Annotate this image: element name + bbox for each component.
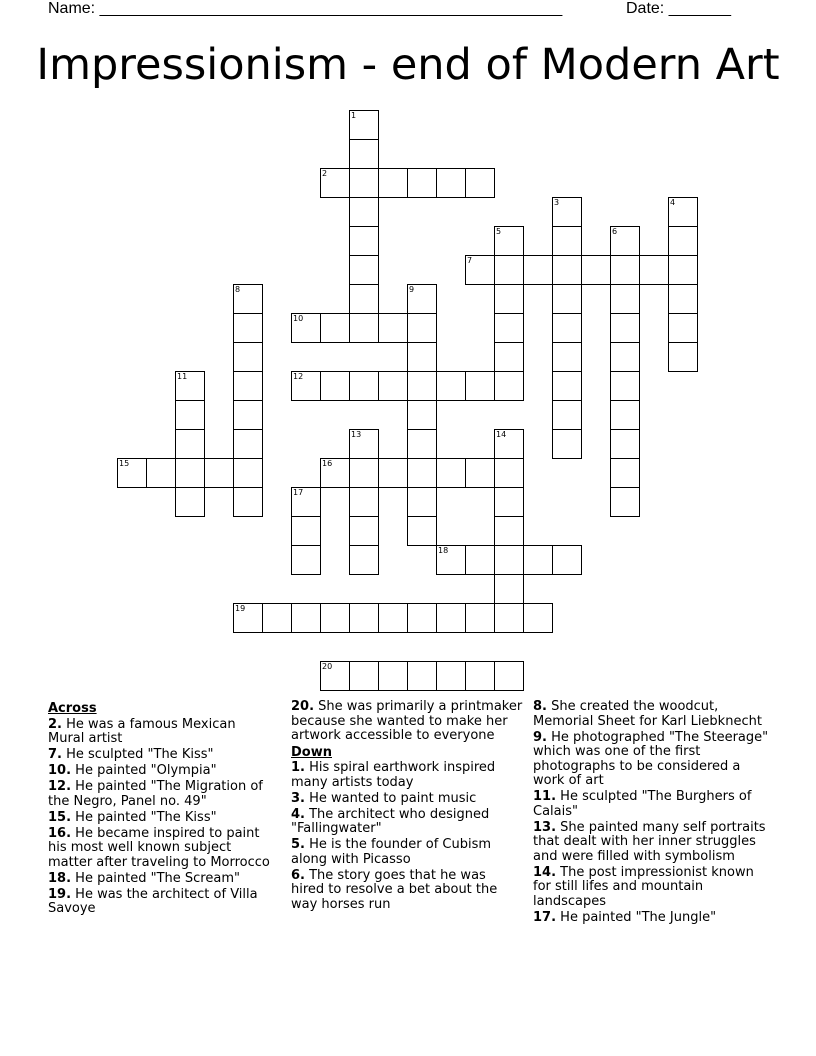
grid-cell[interactable] — [407, 516, 437, 546]
clue-number: 10 — [293, 314, 304, 323]
clue-item-text: She painted many self portraits that dealt with her inner struggles and were filled with symbolism — [533, 819, 766, 864]
grid-cell[interactable] — [552, 255, 582, 285]
grid-cell[interactable] — [523, 545, 553, 575]
name-field-label[interactable]: Name: ____________________________________________________ — [48, 0, 563, 17]
grid-cell[interactable] — [494, 545, 524, 575]
grid-cell[interactable] — [436, 168, 466, 198]
clue-item-number: 10. — [48, 763, 72, 778]
clue-item-number: 11. — [533, 789, 557, 804]
clue-number: 1 — [351, 111, 357, 120]
clue-item-number: 8. — [533, 699, 547, 714]
grid-cell[interactable] — [494, 458, 524, 488]
grid-cell[interactable] — [610, 342, 640, 372]
grid-cell[interactable] — [523, 255, 553, 285]
grid-cell[interactable] — [117, 458, 147, 488]
clue-item — [533, 731, 769, 789]
grid-cell[interactable] — [610, 487, 640, 517]
grid-cell[interactable] — [349, 603, 379, 633]
grid-cell[interactable] — [494, 603, 524, 633]
grid-cell[interactable] — [378, 313, 408, 343]
clue-item — [48, 718, 276, 747]
grid-cell[interactable] — [552, 342, 582, 372]
clue-item-text: He was a famous Mexican Mural artist — [48, 716, 236, 746]
clue-number: 8 — [235, 285, 241, 294]
clue-item-number: 17. — [533, 909, 557, 925]
grid-cell[interactable] — [494, 371, 524, 401]
grid-cell[interactable] — [175, 429, 205, 459]
grid-cell[interactable] — [668, 342, 698, 372]
grid-cell[interactable] — [610, 371, 640, 401]
grid-cell[interactable] — [407, 168, 437, 198]
grid-cell[interactable] — [465, 168, 495, 198]
grid-cell[interactable] — [233, 429, 263, 459]
grid-cell[interactable] — [233, 371, 263, 401]
grid-cell[interactable] — [610, 429, 640, 459]
clue-item — [48, 748, 276, 763]
clue-item-text: He wanted to paint music — [304, 790, 477, 806]
grid-cell[interactable] — [465, 371, 495, 401]
grid-cell[interactable] — [407, 342, 437, 372]
clue-item — [48, 811, 276, 826]
grid-cell[interactable] — [320, 313, 350, 343]
clue-number: 13 — [351, 430, 362, 439]
clue-number: 14 — [496, 430, 507, 439]
grid-cell[interactable] — [204, 458, 234, 488]
clue-item — [48, 764, 276, 779]
grid-cell[interactable] — [349, 516, 379, 546]
grid-cell[interactable] — [146, 458, 176, 488]
grid-cell[interactable] — [581, 255, 611, 285]
clue-item — [533, 911, 769, 926]
grid-cell[interactable] — [175, 371, 205, 401]
clue-number: 6 — [612, 227, 618, 236]
clue-item-text: The post impressionist known for still lifes and mountain landscapes — [533, 864, 754, 909]
grid-cell[interactable] — [494, 574, 524, 604]
grid-cell[interactable] — [233, 400, 263, 430]
clue-item-text: The story goes that he was hired to resolve a bet about the way horses run — [291, 867, 498, 912]
clue-item-text: He painted "The Jungle" — [556, 909, 717, 925]
grid-cell[interactable] — [436, 661, 466, 691]
clue-item — [533, 790, 769, 819]
grid-cell[interactable] — [349, 487, 379, 517]
grid-cell[interactable] — [291, 516, 321, 546]
clue-item-number: 14. — [533, 864, 557, 880]
clues-column-3 — [533, 700, 769, 927]
grid-cell[interactable] — [320, 603, 350, 633]
grid-cell[interactable] — [320, 661, 350, 691]
grid-cell[interactable] — [610, 400, 640, 430]
grid-cell[interactable] — [552, 197, 582, 227]
clue-number: 5 — [496, 227, 502, 236]
grid-cell[interactable] — [291, 313, 321, 343]
clue-item-number: 13. — [533, 819, 557, 835]
clue-item-number: 16. — [48, 825, 72, 841]
grid-cell[interactable] — [552, 429, 582, 459]
grid-cell[interactable] — [494, 429, 524, 459]
clue-item-number: 7. — [48, 747, 62, 762]
grid-cell[interactable] — [407, 458, 437, 488]
clue-item-number: 3. — [291, 790, 305, 806]
grid-cell[interactable] — [465, 545, 495, 575]
grid-cell[interactable] — [233, 313, 263, 343]
grid-cell[interactable] — [494, 226, 524, 256]
grid-cell[interactable] — [175, 487, 205, 517]
down-heading: Down — [291, 744, 332, 760]
grid-cell[interactable] — [494, 516, 524, 546]
clue-item-text: He became inspired to paint his most well known subject matter after traveling to Morrocco — [48, 825, 270, 870]
grid-cell[interactable] — [668, 284, 698, 314]
clue-number: 16 — [322, 459, 333, 468]
grid-cell[interactable] — [378, 661, 408, 691]
grid-cell[interactable] — [552, 545, 582, 575]
grid-cell[interactable] — [552, 313, 582, 343]
grid-cell[interactable] — [175, 400, 205, 430]
clue-item-text: He was the architect of Villa Savoye — [48, 886, 258, 916]
clue-item — [291, 838, 523, 867]
across-heading: Across — [48, 701, 97, 716]
grid-cell[interactable] — [233, 603, 263, 633]
grid-cell[interactable] — [320, 458, 350, 488]
grid-cell[interactable] — [610, 313, 640, 343]
page-title: Impressionism - end of Modern Art — [36, 40, 780, 90]
clue-number: 15 — [119, 459, 130, 468]
grid-cell[interactable] — [407, 284, 437, 314]
grid-cell[interactable] — [291, 487, 321, 517]
grid-cell[interactable] — [349, 545, 379, 575]
grid-cell[interactable] — [320, 168, 350, 198]
clue-item-text: He painted "The Migration of the Negro, Panel no. 49" — [48, 779, 263, 809]
grid-cell[interactable] — [262, 603, 292, 633]
clue-number: 17 — [293, 488, 304, 497]
grid-cell[interactable] — [291, 371, 321, 401]
clue-number: 2 — [322, 169, 328, 178]
clue-number: 19 — [235, 604, 246, 613]
grid-cell[interactable] — [610, 284, 640, 314]
grid-cell[interactable] — [407, 371, 437, 401]
clue-item-number: 2. — [48, 716, 62, 732]
clue-number: 12 — [293, 372, 304, 381]
clue-item-number: 12. — [48, 779, 72, 794]
grid-cell[interactable] — [436, 545, 466, 575]
grid-cell[interactable] — [494, 284, 524, 314]
clue-item — [291, 761, 523, 790]
clue-item — [48, 827, 276, 871]
grid-cell[interactable] — [349, 313, 379, 343]
grid-cell[interactable] — [349, 110, 379, 140]
grid-cell[interactable] — [320, 371, 350, 401]
clue-item-text: He sculpted "The Kiss" — [61, 747, 214, 762]
grid-cell[interactable] — [465, 661, 495, 691]
clue-item-text: He painted "Olympia" — [71, 763, 217, 778]
grid-cell[interactable] — [668, 226, 698, 256]
clue-item-text: He painted "The Scream" — [71, 870, 240, 886]
grid-cell[interactable] — [233, 487, 263, 517]
grid-cell[interactable] — [610, 458, 640, 488]
clue-item-number: 18. — [48, 870, 72, 886]
grid-cell[interactable] — [378, 603, 408, 633]
grid-cell[interactable] — [610, 255, 640, 285]
clue-item — [533, 700, 769, 729]
grid-cell[interactable] — [552, 226, 582, 256]
clue-item-text: He is the founder of Cubism along with Picasso — [291, 837, 492, 867]
clue-item — [533, 866, 769, 910]
clue-item-number: 6. — [291, 867, 305, 883]
grid-cell[interactable] — [291, 603, 321, 633]
grid-cell[interactable] — [349, 226, 379, 256]
clue-item — [291, 700, 523, 744]
clue-item-number: 15. — [48, 809, 72, 825]
grid-cell[interactable] — [668, 255, 698, 285]
grid-cell[interactable] — [465, 255, 495, 285]
clue-item — [48, 888, 276, 917]
clue-number: 7 — [467, 256, 473, 265]
grid-cell[interactable] — [436, 371, 466, 401]
clue-number: 4 — [670, 198, 676, 207]
grid-cell[interactable] — [175, 458, 205, 488]
grid-cell[interactable] — [407, 603, 437, 633]
clue-item-text: His spiral earthwork inspired many artists today — [291, 760, 496, 790]
grid-cell[interactable] — [494, 313, 524, 343]
grid-cell[interactable] — [407, 313, 437, 343]
grid-cell[interactable] — [349, 255, 379, 285]
clue-item-number: 5. — [291, 837, 305, 852]
grid-cell[interactable] — [523, 603, 553, 633]
clue-item-text: He photographed "The Steerage" which was one of the first photographs to be considered a work of art — [533, 729, 769, 788]
clue-item-text: She created the woodcut, Memorial Sheet for Karl Liebknecht — [533, 699, 762, 729]
grid-cell[interactable] — [349, 458, 379, 488]
grid-cell[interactable] — [552, 371, 582, 401]
clue-item-number: 9. — [533, 729, 547, 745]
grid-cell[interactable] — [233, 458, 263, 488]
clue-item — [48, 872, 276, 887]
clue-item-text: She was primarily a printmaker because she wanted to make her artwork accessible to everyone — [291, 699, 523, 743]
clues-column-2 — [291, 700, 523, 914]
grid-cell[interactable] — [407, 429, 437, 459]
grid-cell[interactable] — [494, 661, 524, 691]
grid-cell[interactable] — [378, 458, 408, 488]
grid-cell[interactable] — [610, 226, 640, 256]
clue-item-text: He painted "The Kiss" — [71, 809, 217, 825]
grid-cell[interactable] — [378, 371, 408, 401]
clue-item-number: 20. — [291, 699, 315, 714]
clue-number: 9 — [409, 285, 415, 294]
grid-cell[interactable] — [494, 342, 524, 372]
clue-item-number: 19. — [48, 886, 72, 902]
grid-cell[interactable] — [407, 487, 437, 517]
grid-cell[interactable] — [494, 487, 524, 517]
clue-item-number: 1. — [291, 760, 305, 775]
grid-cell[interactable] — [465, 458, 495, 488]
grid-cell[interactable] — [465, 603, 495, 633]
grid-cell[interactable] — [494, 255, 524, 285]
grid-cell[interactable] — [407, 400, 437, 430]
clue-number: 11 — [177, 372, 188, 381]
grid-cell[interactable] — [349, 371, 379, 401]
grid-cell[interactable] — [407, 661, 437, 691]
grid-cell[interactable] — [233, 342, 263, 372]
clue-item — [291, 792, 523, 807]
grid-cell[interactable] — [436, 603, 466, 633]
grid-cell[interactable] — [378, 168, 408, 198]
grid-cell[interactable] — [349, 168, 379, 198]
grid-cell[interactable] — [349, 139, 379, 169]
grid-cell[interactable] — [552, 400, 582, 430]
grid-cell[interactable] — [639, 255, 669, 285]
grid-cell[interactable] — [552, 284, 582, 314]
grid-cell[interactable] — [436, 458, 466, 488]
clue-item-number: 4. — [291, 806, 305, 822]
clue-item-text: The architect who designed "Fallingwater" — [291, 806, 490, 836]
grid-cell[interactable] — [349, 284, 379, 314]
clue-number: 3 — [554, 198, 560, 207]
grid-cell[interactable] — [233, 284, 263, 314]
clue-item — [291, 869, 523, 913]
clue-number: 18 — [438, 546, 449, 555]
clue-item — [533, 821, 769, 865]
grid-cell[interactable] — [668, 313, 698, 343]
clue-item — [48, 780, 276, 809]
grid-cell[interactable] — [349, 197, 379, 227]
clue-number: 20 — [322, 662, 333, 671]
date-field-label[interactable]: Date: _______ — [626, 0, 731, 17]
grid-cell[interactable] — [349, 661, 379, 691]
grid-cell[interactable] — [668, 197, 698, 227]
grid-cell[interactable] — [349, 429, 379, 459]
clue-item — [291, 808, 523, 837]
grid-cell[interactable] — [291, 545, 321, 575]
clue-item-text: He sculpted "The Burghers of Calais" — [533, 789, 752, 819]
clues-column-1 — [48, 700, 276, 918]
